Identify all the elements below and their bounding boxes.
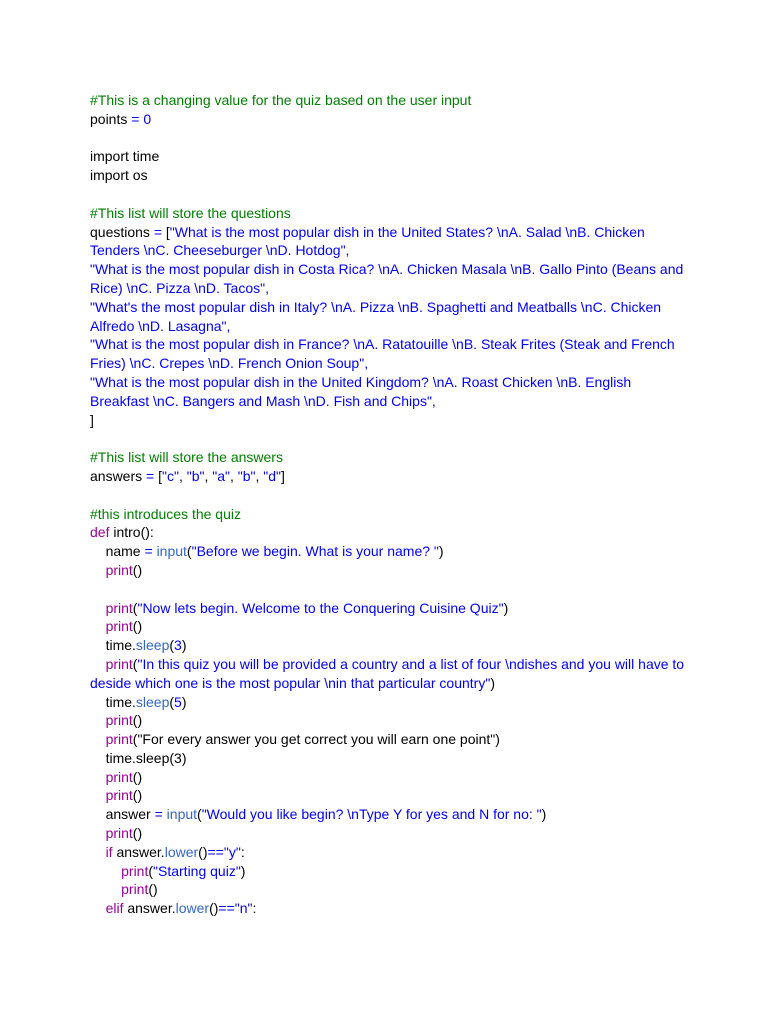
- code-token: name: [90, 543, 145, 560]
- builtin-token: lower: [175, 900, 210, 917]
- code-token: points: [90, 110, 132, 127]
- keyword-token: def: [90, 524, 114, 541]
- code-line: [90, 411, 690, 430]
- keyword-token: print: [105, 731, 133, 748]
- operator-token: 3: [174, 637, 182, 654]
- code-token: [90, 900, 106, 916]
- code-token: time.: [90, 693, 136, 710]
- operator-token: =: [153, 223, 166, 240]
- code-line: [90, 523, 690, 542]
- code-line: [90, 110, 690, 129]
- keyword-token: print: [105, 787, 133, 804]
- code-token: (: [169, 693, 175, 710]
- code-token: intro():: [113, 524, 154, 541]
- code-token: (): [148, 881, 158, 898]
- keyword-token: print: [105, 561, 133, 578]
- code-line: [90, 204, 690, 223]
- string-token: "What is the most popular dish in the United Kingdom? \nA. Roast Chicken \nB. English: [90, 373, 632, 390]
- string-token: "Now lets begin. Welcome to the Conquering Cuisine Quiz": [137, 599, 504, 616]
- code-token: (: [132, 655, 138, 672]
- code-token: [90, 712, 106, 728]
- string-token: "In this quiz you will be provided a country and a list of four \ndishes and you will have to: [137, 655, 685, 672]
- code-line: [90, 880, 690, 899]
- string-token: "What is the most popular dish in Costa Rica? \nA. Chicken Masala \nB. Gallo Pinto (Beans and: [90, 261, 684, 278]
- builtin-token: input: [156, 543, 187, 560]
- code-line: [90, 241, 690, 260]
- code-line: [90, 147, 690, 166]
- comment-token: #This list will store the answers: [90, 449, 283, 466]
- keyword-token: print: [105, 599, 133, 616]
- keyword-token: print: [121, 862, 149, 879]
- code-token: ): [490, 674, 495, 691]
- code-line: [90, 862, 690, 881]
- code-line: [90, 730, 690, 749]
- code-token: (): [132, 787, 143, 804]
- string-token: Fries) \nC. Crepes \nD. French Onion Soup",: [90, 355, 369, 372]
- code-token: answer.: [127, 900, 176, 917]
- code-line: [90, 505, 690, 524]
- blank-line: [90, 129, 690, 148]
- string-token: deside which one is the most popular \nin that particular country": [90, 674, 491, 691]
- keyword-token: print: [105, 712, 133, 729]
- operator-token: ==: [207, 843, 224, 860]
- code-token: ): [240, 862, 246, 879]
- keyword-token: print: [105, 768, 133, 785]
- comment-token: #this introduces the quiz: [90, 505, 241, 522]
- string-token: Rice) \nC. Pizza \nD. Tacos",: [90, 279, 269, 296]
- code-token: [90, 844, 106, 860]
- code-line: [90, 786, 690, 805]
- string-token: "What is the most popular dish in France? \nA. Ratatouille \nB. Steak Frites (Steak and French: [90, 336, 675, 353]
- code-token: (: [132, 599, 138, 616]
- code-line: [90, 561, 690, 580]
- code-token: [90, 787, 106, 803]
- comment-token: #This is a changing value for the quiz based on the user input: [90, 92, 472, 108]
- string-token: "n": [234, 900, 253, 917]
- operator-token: 5: [174, 693, 182, 710]
- code-token: (): [198, 843, 208, 860]
- code-token: (: [169, 637, 175, 654]
- code-token: [90, 881, 121, 897]
- code-token: [90, 562, 106, 578]
- builtin-token: input: [166, 806, 198, 823]
- code-line: [90, 335, 690, 354]
- code-token: (): [132, 768, 143, 785]
- code-token: ): [181, 637, 187, 654]
- code-token: ,: [204, 467, 213, 484]
- keyword-token: print: [105, 618, 133, 635]
- code-line: [90, 693, 690, 712]
- code-line: [90, 467, 690, 486]
- builtin-token: lower: [164, 843, 199, 860]
- code-token: ,: [229, 467, 238, 484]
- code-token: ]: [281, 467, 285, 484]
- code-token: (): [209, 900, 219, 917]
- code-line: [90, 392, 690, 411]
- string-token: "d": [263, 467, 282, 484]
- builtin-token: sleep: [135, 693, 170, 710]
- code-token: time.sleep(3): [90, 749, 187, 766]
- code-line: [90, 354, 690, 373]
- blank-line: [90, 580, 690, 599]
- code-token: (: [186, 543, 192, 560]
- code-token: (): [132, 712, 143, 729]
- keyword-token: elif: [105, 900, 128, 917]
- string-token: Breakfast \nC. Bangers and Mash \nD. Fish and Chips",: [90, 392, 436, 409]
- operator-token: = 0: [131, 110, 152, 127]
- code-line: [90, 805, 690, 824]
- code-token: ,: [255, 467, 264, 484]
- string-token: "c": [162, 467, 179, 484]
- operator-token: =: [146, 467, 159, 484]
- code-token: ): [438, 543, 444, 560]
- keyword-token: print: [105, 655, 133, 672]
- code-token: [90, 600, 106, 616]
- code-token: answer: [90, 806, 155, 823]
- string-token: "Before we begin. What is your name? ": [191, 543, 439, 560]
- code-token: ,: [178, 467, 187, 484]
- code-token: ): [541, 806, 547, 823]
- code-token: (): [132, 561, 143, 578]
- code-token: (): [132, 825, 143, 842]
- code-token: ): [181, 693, 187, 710]
- code-token: ("For every answer you get correct you will earn one point"): [132, 731, 500, 748]
- code-line: [90, 768, 690, 787]
- code-line: [90, 373, 690, 392]
- code-token: [: [158, 467, 162, 484]
- string-token: "b": [186, 467, 205, 484]
- code-line: [90, 843, 690, 862]
- string-token: "Starting quiz": [153, 862, 241, 879]
- code-token: [90, 769, 106, 785]
- code-token: (): [132, 618, 143, 635]
- code-line: [90, 223, 690, 242]
- string-token: "Would you like begin? \nType Y for yes and N for no: ": [201, 806, 542, 823]
- string-token: "What is the most popular dish in the United States? \nA. Salad \nB. Chicken: [169, 223, 645, 240]
- code-token: :: [252, 900, 257, 917]
- code-line: [90, 711, 690, 730]
- operator-token: ==: [218, 900, 235, 917]
- string-token: Alfredo \nD. Lasagna",: [90, 317, 231, 334]
- code-token: answer.: [116, 843, 165, 860]
- code-token: [90, 618, 106, 634]
- code-token: ]: [90, 411, 94, 428]
- code-line: [90, 279, 690, 298]
- code-line: [90, 166, 690, 185]
- blank-line: [90, 486, 690, 505]
- code-line: [90, 599, 690, 618]
- code-token: [90, 731, 106, 747]
- code-line: [90, 298, 690, 317]
- blank-line: [90, 185, 690, 204]
- code-token: [90, 825, 106, 841]
- code-line: [90, 317, 690, 336]
- code-token: import os: [90, 167, 148, 184]
- code-line: [90, 899, 690, 918]
- code-token: answers: [90, 467, 147, 484]
- code-line: [90, 749, 690, 768]
- keyword-token: print: [121, 881, 149, 898]
- comment-token: #This list will store the questions: [90, 204, 291, 221]
- code-token: questions: [90, 223, 154, 240]
- code-block: [90, 91, 690, 918]
- builtin-token: sleep: [135, 637, 170, 654]
- string-token: "y": [223, 843, 241, 860]
- code-token: import time: [90, 148, 160, 165]
- code-token: time.: [90, 637, 136, 654]
- code-token: [90, 863, 121, 879]
- code-line: [90, 617, 690, 636]
- string-token: "b": [237, 467, 256, 484]
- code-token: ): [503, 599, 509, 616]
- code-line: [90, 91, 690, 110]
- operator-token: =: [144, 543, 157, 560]
- code-token: (: [197, 806, 202, 823]
- code-line: [90, 448, 690, 467]
- code-line: [90, 542, 690, 561]
- code-line: [90, 674, 690, 693]
- blank-line: [90, 429, 690, 448]
- code-line: [90, 636, 690, 655]
- operator-token: =: [154, 806, 167, 823]
- keyword-token: if: [105, 843, 117, 860]
- code-token: [90, 656, 106, 672]
- code-line: [90, 655, 690, 674]
- string-token: "What's the most popular dish in Italy? \nA. Pizza \nB. Spaghetti and Meatballs \nC. Chicken: [90, 298, 662, 315]
- code-line: [90, 824, 690, 843]
- code-line: [90, 260, 690, 279]
- code-token: (: [148, 862, 154, 879]
- code-token: [: [165, 223, 170, 240]
- code-token: :: [240, 843, 245, 860]
- string-token: Tenders \nC. Cheeseburger \nD. Hotdog",: [90, 242, 350, 259]
- string-token: "a": [212, 467, 230, 484]
- keyword-token: print: [105, 825, 133, 842]
